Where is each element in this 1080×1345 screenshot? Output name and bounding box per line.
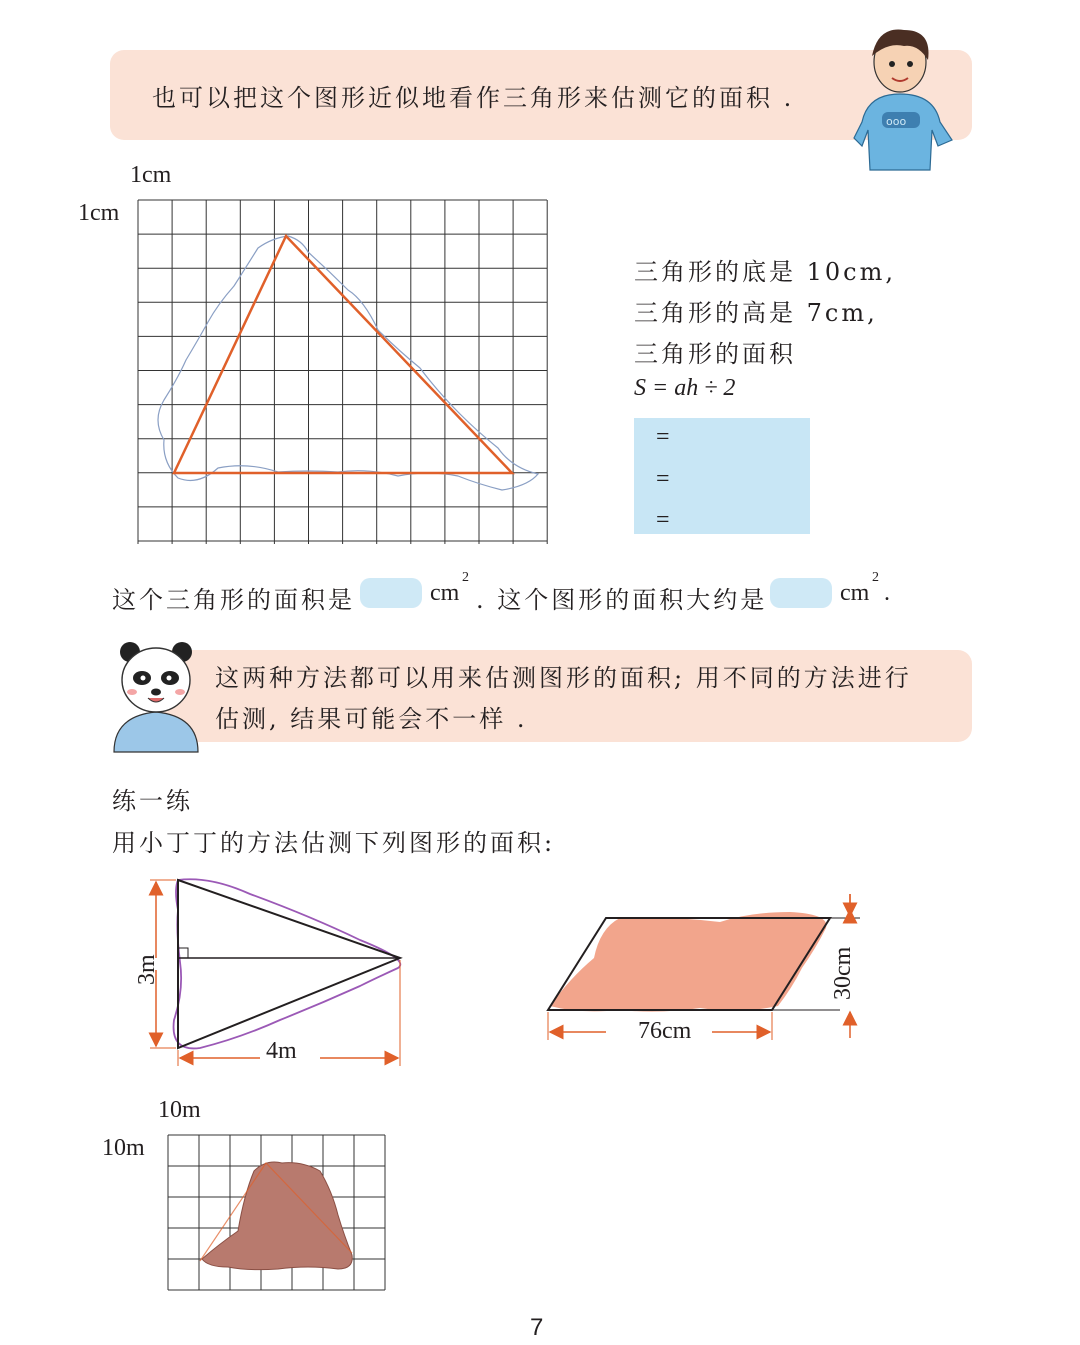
panda-illustration bbox=[106, 640, 206, 754]
fig-b-height-label: 30cm bbox=[830, 946, 856, 1000]
calc-formula: S = ah ÷ 2 bbox=[634, 375, 736, 401]
boy-illustration bbox=[848, 22, 958, 182]
fig-b-base-label: 76cm bbox=[638, 1018, 692, 1044]
panda-bubble-line-1: 这两种方法都可以用来估测图形的面积; 用不同的方法进行 bbox=[215, 664, 912, 692]
eq-sign-1: = bbox=[656, 424, 670, 450]
figure-c bbox=[168, 1135, 388, 1291]
figure-area-blank[interactable] bbox=[770, 578, 832, 608]
grid1-label-x: 1cm bbox=[130, 162, 172, 188]
sup-2-1: 2 bbox=[462, 570, 469, 585]
panda-bubble-line-2: 估测, 结果可能会不一样 . bbox=[215, 705, 528, 733]
fig-c-label-x: 10m bbox=[158, 1097, 201, 1123]
grid1-label-y: 1cm bbox=[78, 200, 120, 226]
fig-a-height-label: 3m bbox=[134, 954, 160, 985]
calc-line-3: 三角形的面积 bbox=[634, 340, 796, 368]
sentence-part-1: 这个三角形的面积是 bbox=[112, 586, 355, 614]
eq-sign-2: = bbox=[656, 466, 670, 492]
sup-2-2: 2 bbox=[872, 570, 879, 585]
irregular-outline bbox=[158, 236, 538, 490]
triangle-area-blank[interactable] bbox=[360, 578, 422, 608]
unit-cm-1: cm bbox=[430, 580, 460, 606]
calc-line-1: 三角形的底是 10cm, bbox=[634, 258, 896, 286]
practice-title: 练一练 bbox=[112, 787, 193, 815]
svg-text:ooo: ooo bbox=[886, 115, 907, 128]
pink-shape bbox=[550, 912, 826, 1012]
purple-outline bbox=[174, 879, 401, 1048]
eq-sign-3: = bbox=[656, 507, 670, 533]
page-number: 7 bbox=[530, 1314, 544, 1341]
unit-cm-2: cm bbox=[840, 580, 870, 606]
sentence-part-2: . 这个图形的面积大约是 bbox=[476, 586, 768, 614]
triangle-a bbox=[178, 880, 400, 1048]
calc-line-2: 三角形的高是 7cm, bbox=[634, 299, 878, 327]
brown-shape bbox=[202, 1162, 352, 1270]
fig-c-label-y: 10m bbox=[102, 1135, 145, 1161]
figure-b bbox=[540, 888, 870, 1048]
practice-instruction: 用小丁丁的方法估测下列图形的面积: bbox=[112, 829, 556, 857]
top-bubble-text: 也可以把这个图形近似地看作三角形来估测它的面积 . bbox=[152, 84, 795, 112]
grid1-figure bbox=[138, 200, 558, 545]
fig-a-base-label: 4m bbox=[266, 1038, 297, 1064]
sentence-end: . bbox=[884, 580, 890, 606]
